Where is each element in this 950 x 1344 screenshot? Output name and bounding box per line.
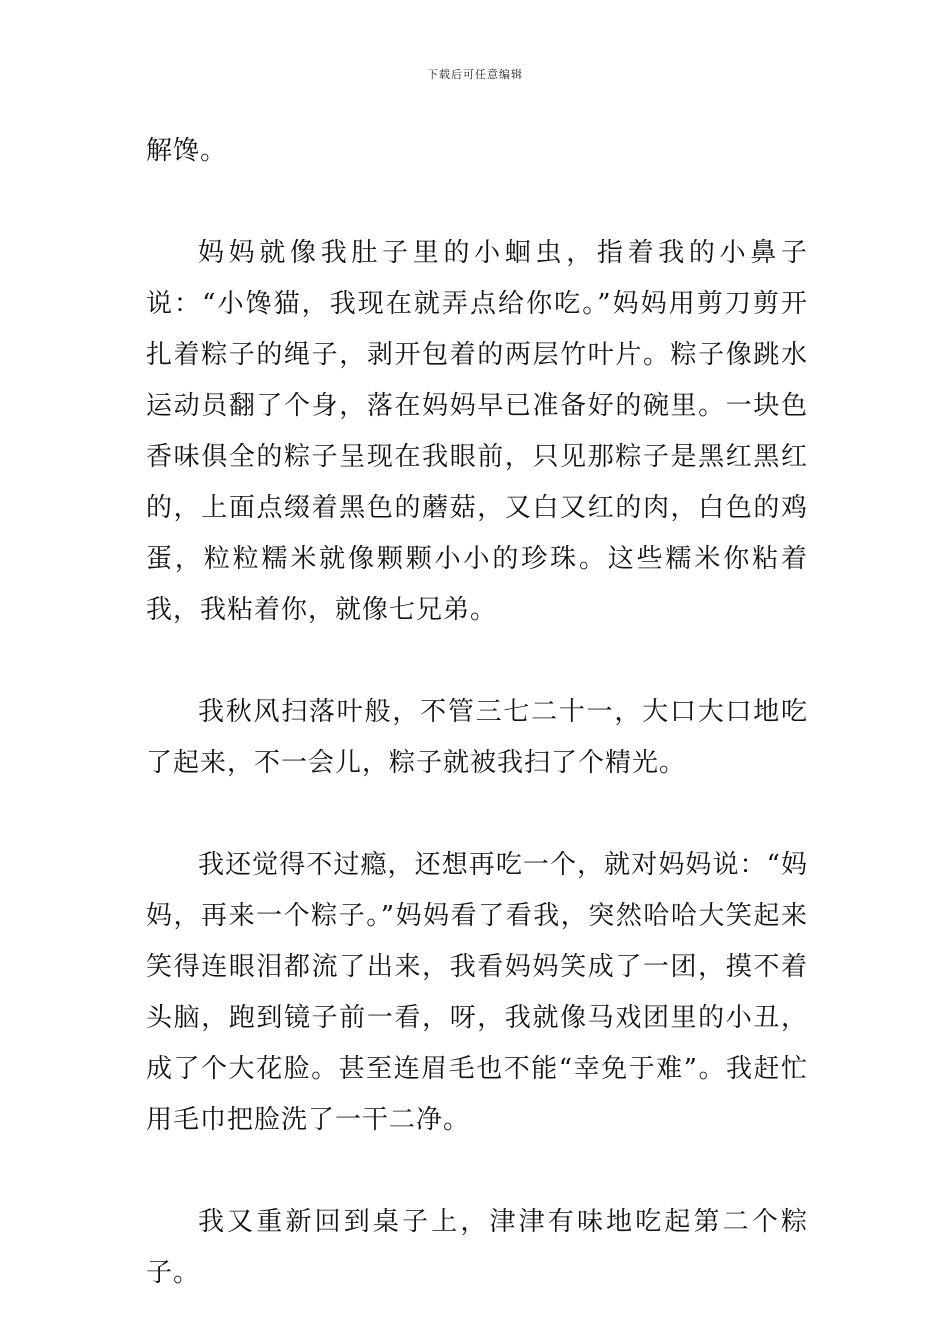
paragraph-mirror: 我还觉得不过瘾，还想再吃一个，就对妈妈说：“妈妈，再来一个粽子。”妈妈看了看我，突然哈哈大笑起来笑得连眼泪都流了出来，我看妈妈笑成了一团，摸不着头脑，跑到镜子前一看，呀，我就像马戏团里的小丑，成了个大花脸。甚至连眉毛也不能“幸免于难”。我赶忙用毛巾把脸洗了一干二净。 — [146, 850, 808, 1135]
paragraph-gap — [146, 177, 808, 228]
paragraph-continuation: 解馋。 — [146, 136, 228, 166]
paragraph-zongzi-description: 妈妈就像我肚子里的小蛔虫，指着我的小鼻子说：“小馋猫，我现在就弄点给你吃。”妈妈用剪刀剪开扎着粽子的绳子，剥开包着的两层竹叶片。粽子像跳水运动员翻了个身，落在妈妈早已准备好的碗里。一块色香味俱全的粽子呈现在我眼前，只见那粽子是黑红黑红的，上面点缀着黑色的蘑菇，又白又红的肉，白色的鸡蛋，粒粒糯米就像颗颗小小的珍珠。这些糯米你粘着我，我粘着你，就像七兄弟。 — [146, 238, 808, 625]
document-body — [146, 126, 808, 1299]
paragraph-second-zongzi: 我又重新回到桌子上，津津有味地吃起第二个粽子。 — [146, 1207, 808, 1288]
page-header: 下载后可任意编辑 — [427, 68, 523, 81]
paragraph-eating: 我秋风扫落叶般，不管三七二十一，大口大口地吃了起来，不一会儿，粽子就被我扫了个精光。 — [146, 697, 808, 778]
paragraph-gap — [146, 1146, 808, 1197]
paragraph-gap — [146, 789, 808, 840]
paragraph-gap — [146, 636, 808, 687]
